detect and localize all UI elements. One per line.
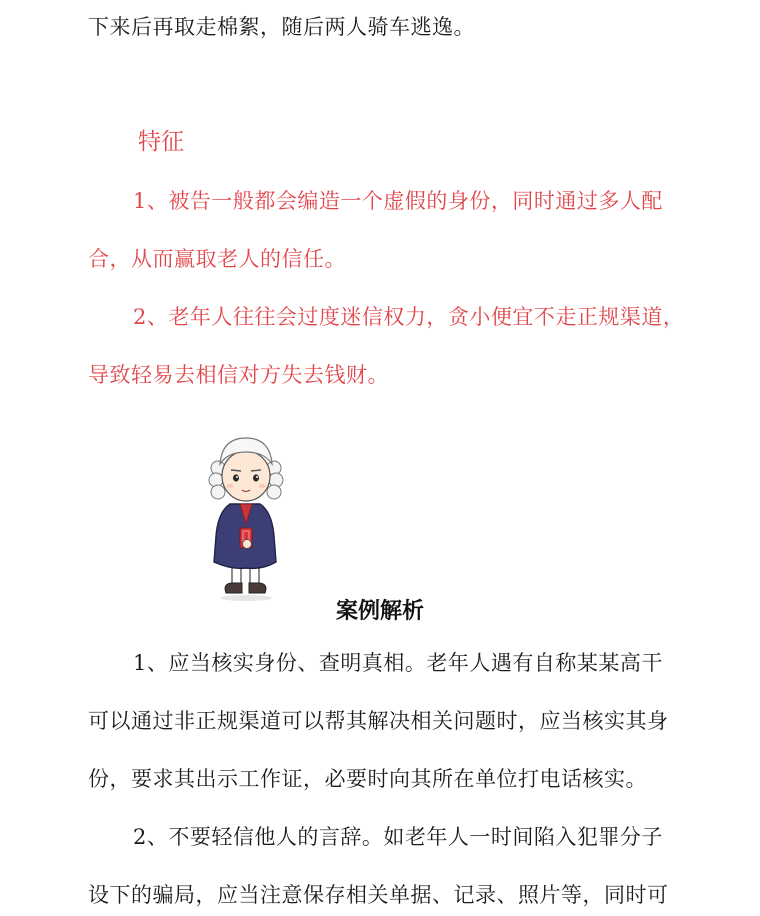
feature-2-line-1: 2、老年人往往会过度迷信权力，贪小便宜不走正规渠道，: [133, 305, 685, 329]
analysis-1-line-2: 可以通过非正规渠道可以帮其解决相关问题时，应当核实其身: [88, 709, 669, 733]
analysis-1-line-3: 份，要求其出示工作证，必要时向其所在单位打电话核实。: [88, 767, 647, 791]
analysis-2-line-2: 设下的骗局，应当注意保存相关单据、记录、照片等，同时可: [88, 883, 669, 907]
analysis-heading: 案例解析: [335, 599, 424, 624]
feature-1-line-2: 合，从而赢取老人的信任。: [88, 247, 346, 271]
analysis-1-line-1: 1、应当核实身份、查明真相。老年人遇有自称某某高干: [133, 651, 663, 675]
features-heading: 特征: [138, 129, 184, 155]
feature-1-line-1: 1、被告一般都会编造一个虚假的身份，同时通过多人配: [133, 189, 663, 213]
judge-cartoon-icon: [200, 432, 296, 604]
analysis-2-line-1: 2、不要轻信他人的言辞。如老年人一时间陷入犯罪分子: [133, 825, 663, 849]
intro-line: 下来后再取走棉絮，随后两人骑车逃逸。: [88, 15, 475, 39]
feature-2-line-2: 导致轻易去相信对方失去钱财。: [88, 363, 389, 387]
